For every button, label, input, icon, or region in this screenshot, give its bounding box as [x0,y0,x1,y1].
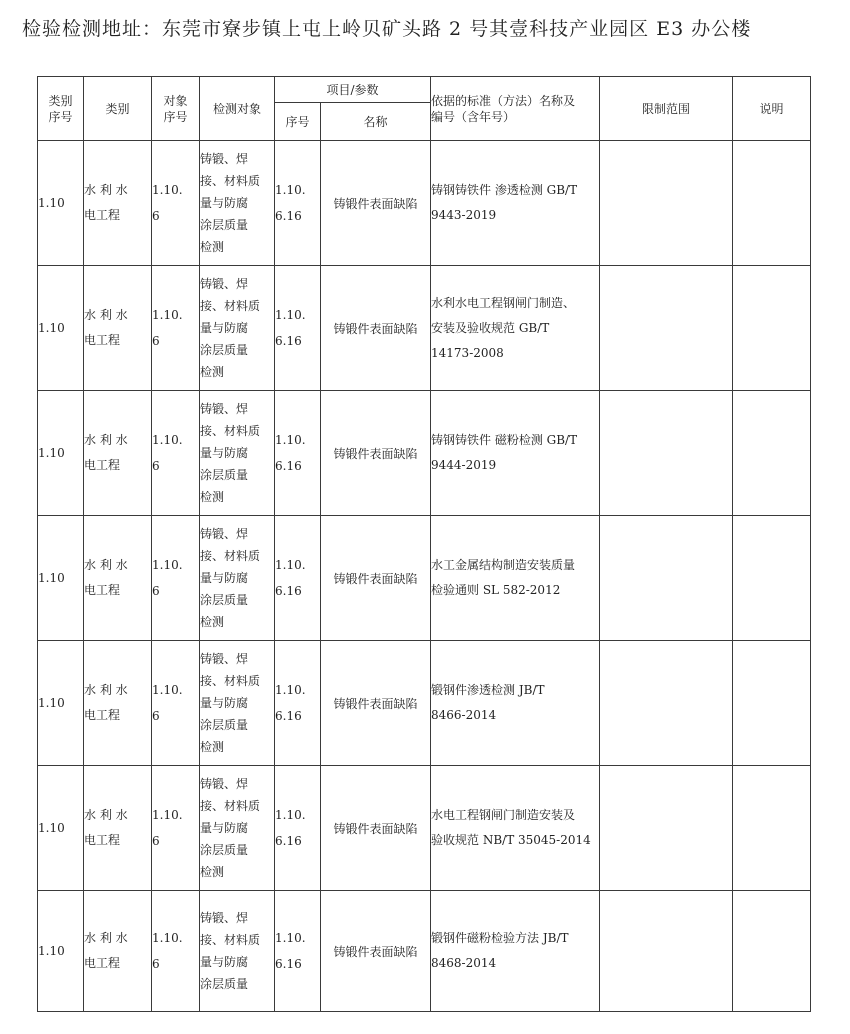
table-row [38,141,811,266]
standard-cell: 水工金属结构制造安装质量 检验通则 SL 582-2012 [431,516,600,641]
table-row [38,516,811,641]
table-row [38,766,811,891]
object-cell: 铸锻、焊 接、材料质 量与防腐 涂层质量 检测 [200,141,275,266]
category-cell: 水 利 水 电工程 [84,516,152,641]
category-no-cell: 1.10 [38,141,84,266]
limit-cell [600,891,733,1012]
item-no-cell: 1.10. 6.16 [275,516,321,641]
object-no-cell: 1.10. 6 [152,391,200,516]
table-row [38,266,811,391]
table-row [38,891,811,1012]
header-object: 检测对象 [200,77,275,141]
category-cell: 水 利 水 电工程 [84,391,152,516]
object-no-cell: 1.10. 6 [152,891,200,1012]
object-no-cell: 1.10. 6 [152,641,200,766]
standard-cell: 锻钢件渗透检测 JB/T 8466-2014 [431,641,600,766]
category-cell: 水 利 水 电工程 [84,641,152,766]
item-no-cell: 1.10. 6.16 [275,391,321,516]
note-cell [733,891,811,1012]
limit-cell [600,141,733,266]
object-no-cell: 1.10. 6 [152,766,200,891]
note-cell [733,516,811,641]
note-cell [733,641,811,766]
category-cell: 水 利 水 电工程 [84,266,152,391]
object-cell: 铸锻、焊 接、材料质 量与防腐 涂层质量 检测 [200,516,275,641]
header-row [38,77,811,103]
item-name-cell: 铸锻件表面缺陷 [321,266,431,391]
standard-cell: 水利水电工程钢闸门制造、 安装及验收规范 GB/T 14173-2008 [431,266,600,391]
header-item-group: 项目/参数 [275,77,431,103]
object-cell: 铸锻、焊 接、材料质 量与防腐 涂层质量 检测 [200,266,275,391]
object-cell: 铸锻、焊 接、材料质 量与防腐 涂层质量 检测 [200,766,275,891]
item-no-cell: 1.10. 6.16 [275,891,321,1012]
header-category: 类别 [84,77,152,141]
category-cell: 水 利 水 电工程 [84,766,152,891]
header-limit: 限制范围 [600,77,733,141]
header-standard: 依据的标准（方法）名称及 编号（含年号） [431,77,600,141]
header-object-no: 对象 序号 [152,77,200,141]
item-name-cell: 铸锻件表面缺陷 [321,516,431,641]
table-row [38,391,811,516]
category-no-cell: 1.10 [38,766,84,891]
category-no-cell: 1.10 [38,641,84,766]
header-category-no: 类别 序号 [38,77,84,141]
standard-cell: 水电工程钢闸门制造安装及 验收规范 NB/T 35045-2014 [431,766,600,891]
item-no-cell: 1.10. 6.16 [275,266,321,391]
item-name-cell: 铸锻件表面缺陷 [321,391,431,516]
item-no-cell: 1.10. 6.16 [275,766,321,891]
header-item-name: 名称 [321,103,431,141]
category-no-cell: 1.10 [38,891,84,1012]
category-no-cell: 1.10 [38,266,84,391]
address-heading: 检验检测地址：东莞市寮步镇上屯上岭贝矿头路 2 号其壹科技产业园区 E3 办公楼 [22,18,752,40]
table-row [38,641,811,766]
standard-cell: 铸钢铸铁件 磁粉检测 GB/T 9444-2019 [431,391,600,516]
category-cell: 水 利 水 电工程 [84,141,152,266]
note-cell [733,391,811,516]
limit-cell [600,641,733,766]
standard-cell: 锻钢件磁粉检验方法 JB/T 8468-2014 [431,891,600,1012]
limit-cell [600,766,733,891]
category-no-cell: 1.10 [38,516,84,641]
object-no-cell: 1.10. 6 [152,141,200,266]
item-name-cell: 铸锻件表面缺陷 [321,891,431,1012]
note-cell [733,266,811,391]
limit-cell [600,391,733,516]
object-no-cell: 1.10. 6 [152,516,200,641]
object-cell: 铸锻、焊 接、材料质 量与防腐 涂层质量 检测 [200,641,275,766]
category-no-cell: 1.10 [38,391,84,516]
item-no-cell: 1.10. 6.16 [275,141,321,266]
item-name-cell: 铸锻件表面缺陷 [321,766,431,891]
category-cell: 水 利 水 电工程 [84,891,152,1012]
object-cell: 铸锻、焊 接、材料质 量与防腐 涂层质量 检测 [200,391,275,516]
object-no-cell: 1.10. 6 [152,266,200,391]
item-name-cell: 铸锻件表面缺陷 [321,641,431,766]
note-cell [733,766,811,891]
item-name-cell: 铸锻件表面缺陷 [321,141,431,266]
header-note: 说明 [733,77,811,141]
limit-cell [600,266,733,391]
header-item-no: 序号 [275,103,321,141]
object-cell: 铸锻、焊 接、材料质 量与防腐 涂层质量 [200,891,275,1012]
note-cell [733,141,811,266]
limit-cell [600,516,733,641]
item-no-cell: 1.10. 6.16 [275,641,321,766]
accreditation-table [37,76,811,1012]
standard-cell: 铸钢铸铁件 渗透检测 GB/T 9443-2019 [431,141,600,266]
